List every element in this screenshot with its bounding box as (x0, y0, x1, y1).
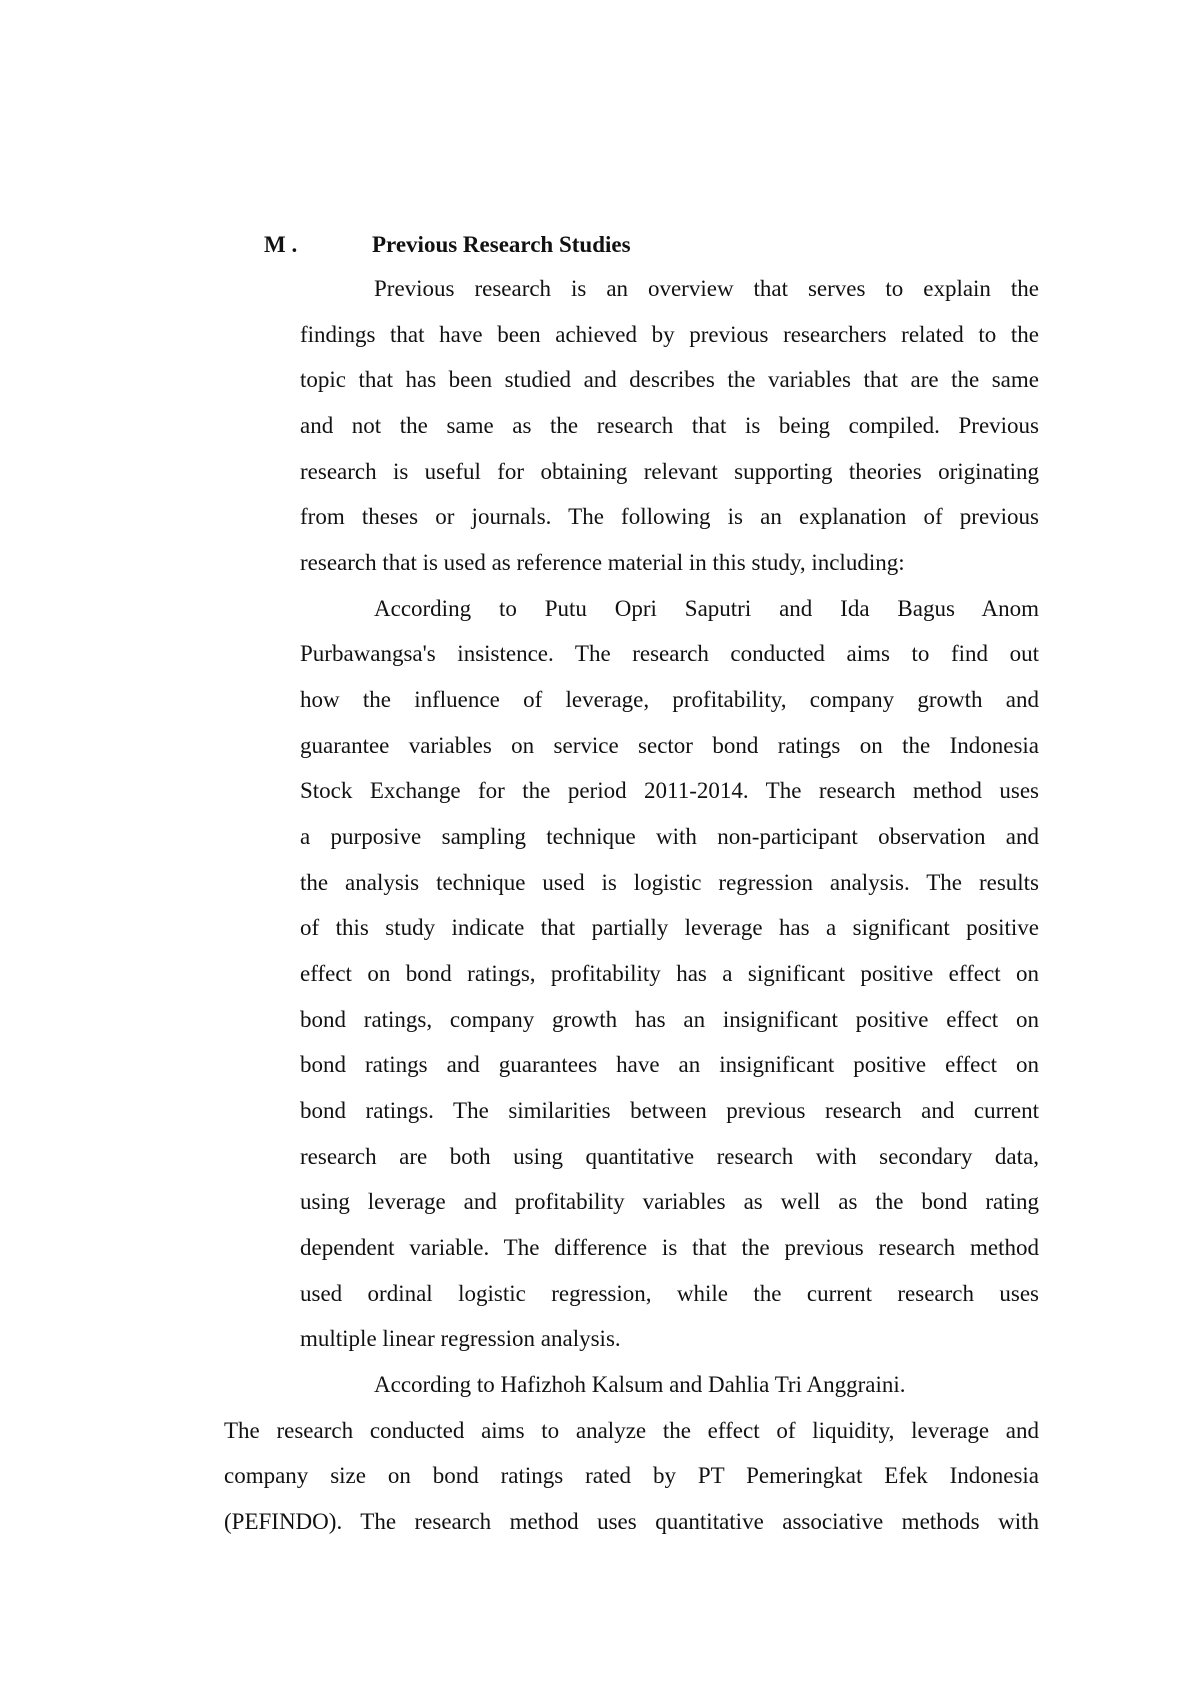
text-line: bond ratings. The similarities between previous research and current (300, 1098, 1039, 1123)
text-line: dependent variable. The difference is that the previous research method (300, 1235, 1039, 1260)
text-line: According to Hafizhoh Kalsum and Dahlia Tri Anggraini. (374, 1372, 906, 1397)
text-line: guarantee variables on service sector bond ratings on the Indonesia (300, 733, 1039, 758)
text-line: multiple linear regression analysis. (300, 1326, 621, 1351)
section-number: M . (264, 232, 298, 257)
text-line: Previous research is an overview that serves to explain the (374, 276, 1039, 301)
text-line: bond ratings, company growth has an insignificant positive effect on (300, 1007, 1039, 1032)
text-line: findings that have been achieved by previous researchers related to the (300, 322, 1039, 347)
text-line: Purbawangsa's insistence. The research conducted aims to find out (300, 641, 1039, 666)
text-line: from theses or journals. The following is an explanation of previous (300, 504, 1039, 529)
text-line: topic that has been studied and describes the variables that are the same (300, 367, 1039, 392)
text-line: and not the same as the research that is being compiled. Previous (300, 413, 1039, 438)
text-line: bond ratings and guarantees have an insignificant positive effect on (300, 1052, 1039, 1077)
text-line: research is useful for obtaining relevant supporting theories originating (300, 459, 1039, 484)
text-line: used ordinal logistic regression, while the current research uses (300, 1281, 1039, 1306)
text-line: (PEFINDO). The research method uses quantitative associative methods with (224, 1509, 1039, 1534)
text-line: effect on bond ratings, profitability has a significant positive effect on (300, 961, 1039, 986)
text-line: The research conducted aims to analyze the effect of liquidity, leverage and (224, 1418, 1039, 1443)
section-heading (264, 230, 631, 260)
text-line: using leverage and profitability variables as well as the bond rating (300, 1189, 1039, 1214)
section-title: Previous Research Studies (372, 232, 631, 257)
text-line: the analysis technique used is logistic regression analysis. The results (300, 870, 1039, 895)
text-line: of this study indicate that partially leverage has a significant positive (300, 915, 1039, 940)
text-line: how the influence of leverage, profitability, company growth and (300, 687, 1039, 712)
text-line: research are both using quantitative research with secondary data, (300, 1144, 1039, 1169)
text-line: Stock Exchange for the period 2011-2014. The research method uses (300, 778, 1039, 803)
text-line: a purposive sampling technique with non-participant observation and (300, 824, 1039, 849)
text-line: company size on bond ratings rated by PT Pemeringkat Efek Indonesia (224, 1463, 1039, 1488)
text-line: research that is used as reference material in this study, including: (300, 550, 905, 575)
text-line: According to Putu Opri Saputri and Ida Bagus Anom (374, 596, 1039, 621)
